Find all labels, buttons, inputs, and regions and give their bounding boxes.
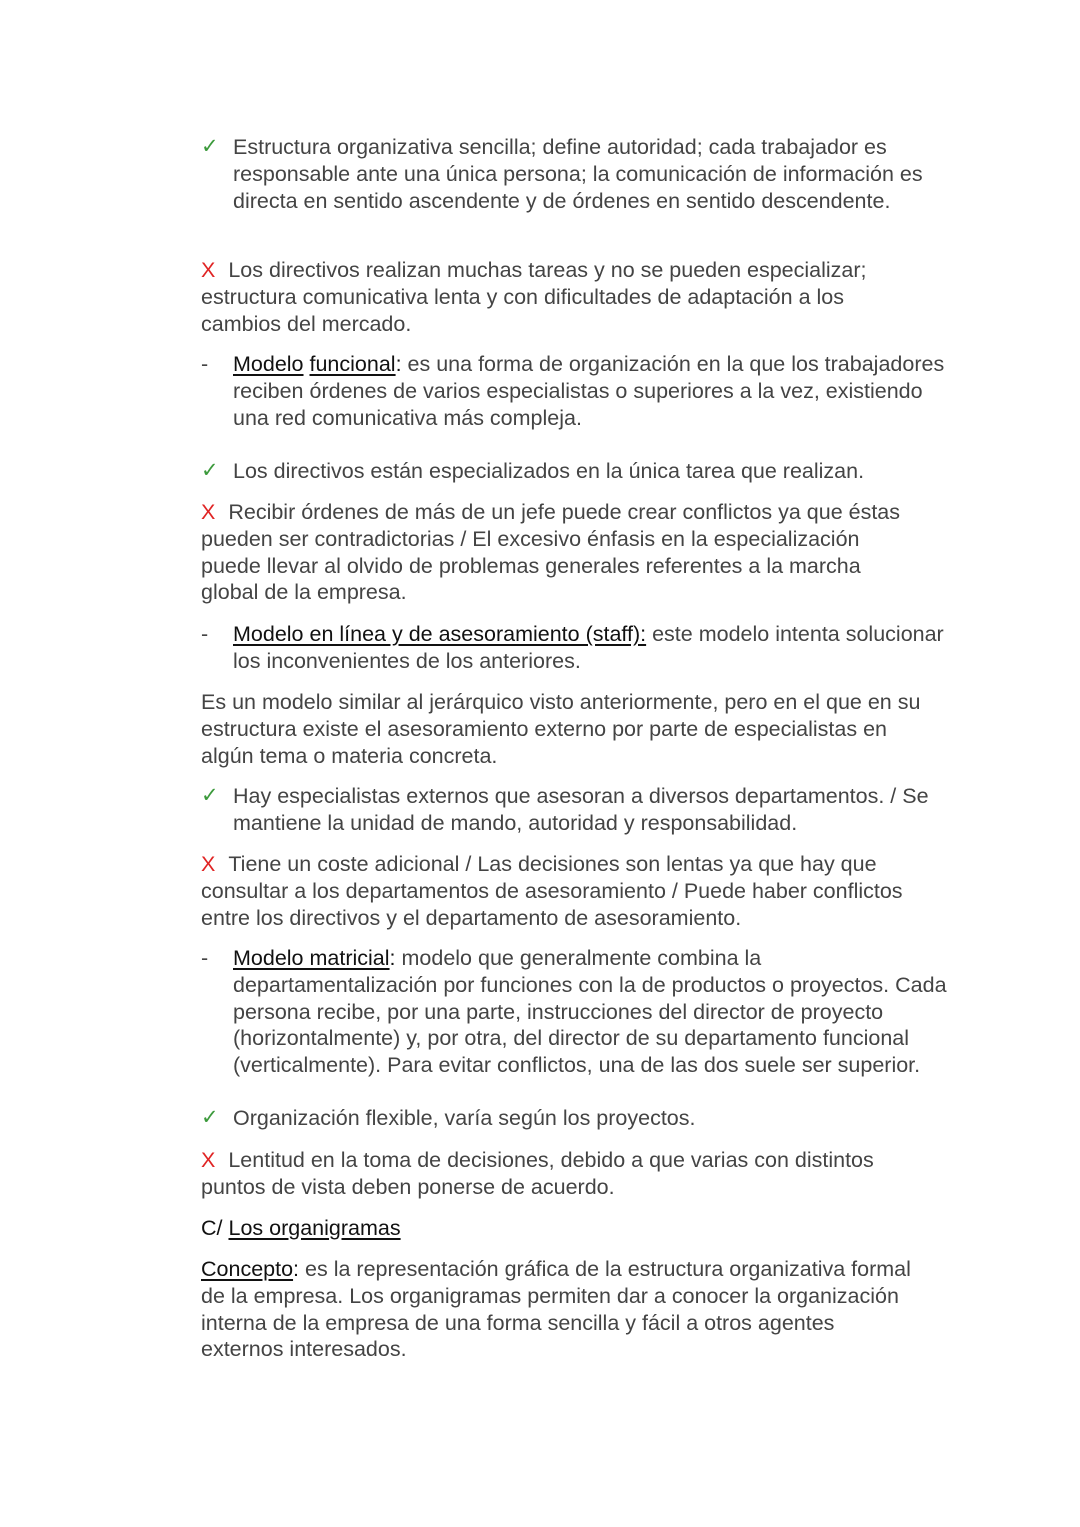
model-title-word: funcional [309, 352, 396, 376]
check-icon: ✓ [201, 135, 219, 158]
advantage-item [201, 458, 953, 485]
cross-icon: X [201, 500, 216, 524]
advantage-item [201, 1105, 953, 1132]
disadvantage-item [201, 851, 921, 931]
advantage-item [201, 783, 953, 837]
disadvantage-text: Recibir órdenes de más de un jefe puede crear conflictos ya que éstas pueden ser contradictorias / El excesivo énfasis en la especialización puede llevar al olvido de problemas generales referentes a la marcha global de la empresa. [201, 500, 901, 605]
model-title: Modelo [233, 352, 304, 376]
disadvantage-item [201, 257, 921, 337]
model-title: Modelo matricial [233, 946, 390, 970]
model-title: Modelo en línea y de asesoramiento (staff): [233, 622, 647, 646]
advantage-item [201, 134, 953, 214]
definition-text: es la representación gráfica de la estructura organizativa formal de la empresa. Los organigramas permiten dar a conocer la organización interna de la empresa de una forma sencilla y fácil a otros agentes externos interesados. [201, 1257, 911, 1362]
advantage-text: Organización flexible, varía según los proyectos. [233, 1106, 696, 1130]
check-icon: ✓ [201, 784, 219, 807]
cross-icon: X [201, 1148, 216, 1172]
advantage-text: Hay especialistas externos que asesoran a diversos departamentos. / Se mantiene la unidad de mando, autoridad y responsabilidad. [233, 784, 929, 835]
section-prefix: C/ [201, 1216, 223, 1240]
dash-bullet: - [201, 352, 209, 376]
dash-bullet: - [201, 622, 209, 646]
advantage-text: Estructura organizativa sencilla; define autoridad; cada trabajador es responsable ante una única persona; la comunicación de información es directa en sentido ascendente y de órdenes en sentido descendente. [233, 135, 923, 213]
model-item-staff [201, 621, 953, 675]
model-description: es una forma de organización en la que los trabajadores reciben órdenes de varios especialistas o superiores a la vez, existiendo una red comunicativa más compleja. [233, 352, 945, 430]
model-item-matricial: - Modelo matricial: modelo que generalmente combina la departamentalización por funciones con la de productos o proyectos. Cada persona recibe, por una parte, instrucciones del director de proyecto (horizontalmente) y, por otra, del director de su departamento funcional (verticalmente). Para evitar conflictos, una de las dos suele ser superior. [201, 946, 947, 1078]
model-description: modelo que generalmente combina la departamentalización por funciones con la de productos o proyectos. Cada persona recibe, por una parte, instrucciones del director de proyecto (horizontalmente) y, por otra, del director de su departamento funcional (verticalmente). Para evitar conflictos, una de las dos suele ser superior. [233, 946, 947, 1078]
disadvantage-item [201, 1147, 921, 1201]
cross-icon: X [201, 258, 216, 282]
paragraph: Es un modelo similar al jerárquico visto anteriormente, pero en el que en su estructura existe el asesoramiento externo por parte de especialistas en algún tema o materia concreta. [201, 690, 921, 768]
disadvantage-text: Los directivos realizan muchas tareas y no se pueden especializar; estructura comunicativa lenta y con dificultades de adaptación a los cambios del mercado. [201, 258, 867, 336]
disadvantage-item [201, 499, 921, 606]
advantage-text: Los directivos están especializados en la única tarea que realizan. [233, 459, 865, 483]
model-description: este modelo intenta solucionar los inconvenientes de los anteriores. [233, 622, 944, 673]
check-icon: ✓ [201, 1106, 219, 1129]
check-icon: ✓ [201, 459, 219, 482]
disadvantage-text: Tiene un coste adicional / Las decisiones son lentas ya que hay que consultar a los departamentos de asesoramiento / Puede haber conflictos entre los directivos y el departamento de asesoramiento. [201, 852, 903, 930]
model-item-funcional: - Modelo funcional: es una forma de organización en la que los trabajadores reciben órdenes de varios especialistas o superiores a la vez, existiendo una red comunicativa más compleja. [201, 352, 945, 430]
cross-icon: X [201, 852, 216, 876]
section-heading [201, 1215, 921, 1242]
disadvantage-text: Lentitud en la toma de decisiones, debido a que varias con distintos puntos de vista deben ponerse de acuerdo. [201, 1148, 874, 1199]
definition-paragraph: Concepto: es la representación gráfica de la estructura organizativa formal de la empresa. Los organigramas permiten dar a conocer la organización interna de la empresa de una forma sencilla y fácil a otros agentes externos interesados. [201, 1257, 911, 1362]
definition-term: Concepto [201, 1257, 294, 1281]
dash-bullet: - [201, 946, 209, 970]
section-title: Los organigramas [228, 1216, 401, 1240]
